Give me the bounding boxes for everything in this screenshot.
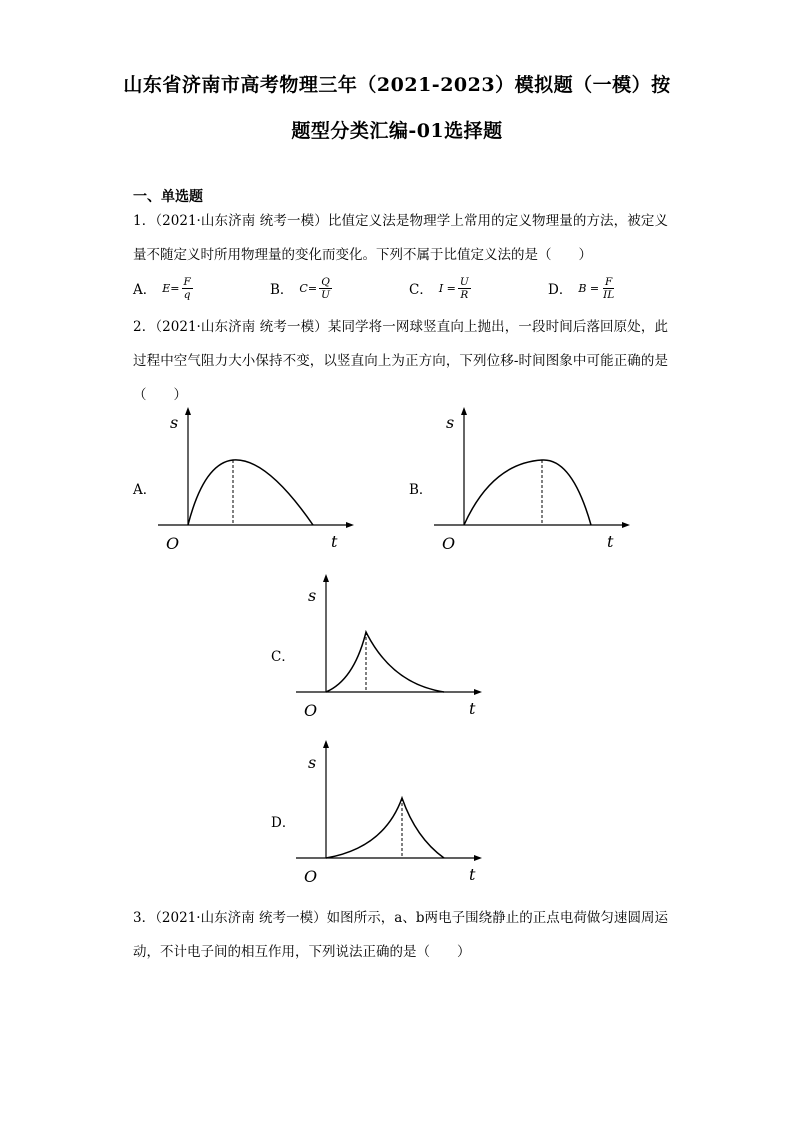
x-axis-arrow: [474, 689, 482, 695]
graph-d: [296, 738, 496, 893]
y-axis-arrow: [461, 407, 467, 415]
option-b: [270, 271, 332, 305]
x-axis-label: t: [469, 699, 476, 718]
x-axis-label: t: [331, 532, 338, 551]
option-label: A．: [133, 282, 157, 298]
document-title-line-2: 题型分类汇编-01选择题: [291, 120, 503, 142]
x-axis-arrow: [346, 522, 354, 528]
origin-label: O: [442, 534, 456, 553]
y-axis-arrow: [185, 407, 191, 415]
option-a: [133, 271, 193, 305]
graph-a-label: A．: [133, 482, 157, 498]
curve: [188, 460, 313, 525]
formula-lhs: C=: [299, 281, 318, 295]
denominator: U: [321, 288, 330, 301]
denominator: IL: [603, 288, 615, 301]
formula: [578, 276, 616, 301]
formula-lhs: E=: [162, 281, 180, 295]
option-label: D．: [548, 282, 573, 298]
curve: [326, 798, 444, 858]
y-axis-label: s: [308, 753, 317, 772]
question-2-text: 2．（2021·山东济南 统考一模）某同学将一网球竖直向上抛出，一段时间后落回原处，此过程中空气阻力大小保持不变，以竖直向上为正方向，下列位移-时间图象中可能正确的是（ ）: [133, 319, 668, 403]
numerator: F: [183, 275, 191, 288]
denominator: q: [183, 288, 191, 301]
y-axis-label: s: [446, 413, 455, 432]
formula: [439, 276, 471, 301]
x-axis-arrow: [622, 522, 630, 528]
origin-label: O: [304, 867, 318, 886]
question-1-options: [133, 271, 668, 305]
y-axis-arrow: [323, 740, 329, 748]
graph-c-label: C．: [271, 649, 295, 665]
document-title-line-1: 山东省济南市高考物理三年（2021-2023）模拟题（一模）按: [123, 74, 671, 96]
x-axis-label: t: [469, 865, 476, 884]
x-axis-arrow: [474, 855, 482, 861]
y-axis-label: s: [170, 413, 179, 432]
x-axis-label: t: [607, 532, 614, 551]
question-3-text: 3．（2021·山东济南 统考一模）如图所示，a、b两电子围绕静止的正点电荷做匀速圆周运动，不计电子间的相互作用，下列说法正确的是（ ）: [133, 910, 668, 960]
formula-lhs: B =: [578, 281, 600, 295]
question-1-text: 1．（2021·山东济南 统考一模）比值定义法是物理学上常用的定义物理量的方法，被定义量不随定义时所用物理量的变化而变化。下列不属于比值定义法的是（ ）: [133, 213, 668, 263]
formula-lhs: I =: [438, 281, 456, 295]
y-axis-label: s: [308, 586, 317, 605]
option-label: B．: [270, 282, 294, 298]
graph-d-label: D．: [271, 815, 296, 831]
graph-c: [296, 572, 496, 727]
numerator: F: [605, 275, 613, 288]
numerator: U: [459, 275, 469, 288]
curve: [326, 632, 444, 692]
fraction: [601, 276, 616, 301]
curve: [464, 460, 591, 525]
graph-a: [158, 405, 358, 560]
formula: [162, 276, 193, 301]
option-d: [548, 271, 616, 305]
numerator: Q: [321, 275, 330, 288]
y-axis-arrow: [323, 574, 329, 582]
section-heading: 一、单选题: [133, 189, 203, 205]
denominator: R: [460, 288, 469, 301]
origin-label: O: [304, 701, 318, 720]
fraction: [182, 276, 193, 301]
option-label: C．: [409, 282, 433, 298]
graph-b-label: B．: [409, 482, 433, 498]
origin-label: O: [166, 534, 180, 553]
formula: [299, 276, 332, 301]
fraction: [458, 276, 471, 301]
fraction: [319, 276, 332, 301]
graph-b: [434, 405, 634, 560]
option-c: [409, 271, 471, 305]
